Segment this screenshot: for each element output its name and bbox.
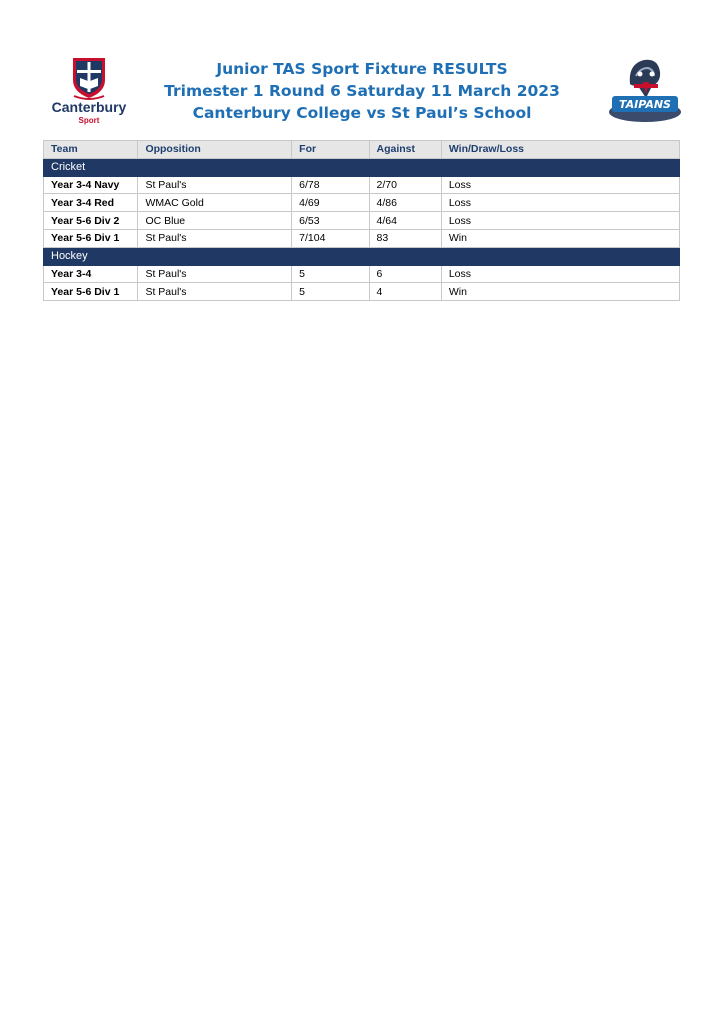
cell-against: 4/64 <box>369 212 441 230</box>
column-header-team: Team <box>44 141 138 159</box>
cell-result: Loss <box>441 265 679 283</box>
section-label: Cricket <box>44 158 680 176</box>
page-title-block <box>150 58 574 124</box>
cell-for: 4/69 <box>292 194 369 212</box>
cell-against: 4 <box>369 283 441 301</box>
cell-result: Loss <box>441 212 679 230</box>
column-header-opposition: Opposition <box>138 141 292 159</box>
cell-team: Year 5-6 Div 2 <box>44 212 138 230</box>
page-title: Junior TAS Sport Fixture RESULTS <box>216 60 508 78</box>
table-row <box>44 229 680 247</box>
cell-for: 7/104 <box>292 229 369 247</box>
column-header-result: Win/Draw/Loss <box>441 141 679 159</box>
fixture-round-date: Trimester 1 Round 6 Saturday 11 March 2023 <box>164 82 560 100</box>
cell-team: Year 3-4 Red <box>44 194 138 212</box>
table-row <box>44 194 680 212</box>
table-row <box>44 212 680 230</box>
section-row-cricket <box>44 158 680 176</box>
logo-subtext: Sport <box>78 116 100 125</box>
cell-against: 6 <box>369 265 441 283</box>
cell-against: 4/86 <box>369 194 441 212</box>
section-label: Hockey <box>44 247 680 265</box>
section-row-hockey <box>44 247 680 265</box>
taipan-snake-icon <box>606 54 684 126</box>
column-header-against: Against <box>369 141 441 159</box>
cell-opposition: St Paul's <box>138 229 292 247</box>
cell-result: Loss <box>441 194 679 212</box>
cell-for: 5 <box>292 283 369 301</box>
cell-team: Year 5-6 Div 1 <box>44 283 138 301</box>
cell-result: Win <box>441 283 679 301</box>
cell-opposition: OC Blue <box>138 212 292 230</box>
table-row <box>44 265 680 283</box>
fixture-matchup: Canterbury College vs St Paul’s School <box>192 104 532 122</box>
cell-opposition: St Paul's <box>138 176 292 194</box>
cell-result: Loss <box>441 176 679 194</box>
cell-opposition: WMAC Gold <box>138 194 292 212</box>
canterbury-crest-icon <box>44 56 134 126</box>
cell-against: 83 <box>369 229 441 247</box>
canterbury-sport-logo <box>44 56 134 126</box>
cell-team: Year 3-4 <box>44 265 138 283</box>
table-header-row <box>44 141 680 159</box>
table-row <box>44 283 680 301</box>
cell-for: 6/53 <box>292 212 369 230</box>
cell-team: Year 5-6 Div 1 <box>44 229 138 247</box>
logo-wordmark: Canterbury <box>51 99 127 115</box>
cell-opposition: St Paul's <box>138 283 292 301</box>
cell-opposition: St Paul's <box>138 265 292 283</box>
table-row <box>44 176 680 194</box>
taipans-logo <box>606 54 684 126</box>
cell-for: 6/78 <box>292 176 369 194</box>
taipans-wordmark: TAIPANS <box>619 98 671 111</box>
results-table <box>43 140 680 301</box>
cell-team: Year 3-4 Navy <box>44 176 138 194</box>
cell-for: 5 <box>292 265 369 283</box>
column-header-for: For <box>292 141 369 159</box>
cell-result: Win <box>441 229 679 247</box>
cell-against: 2/70 <box>369 176 441 194</box>
